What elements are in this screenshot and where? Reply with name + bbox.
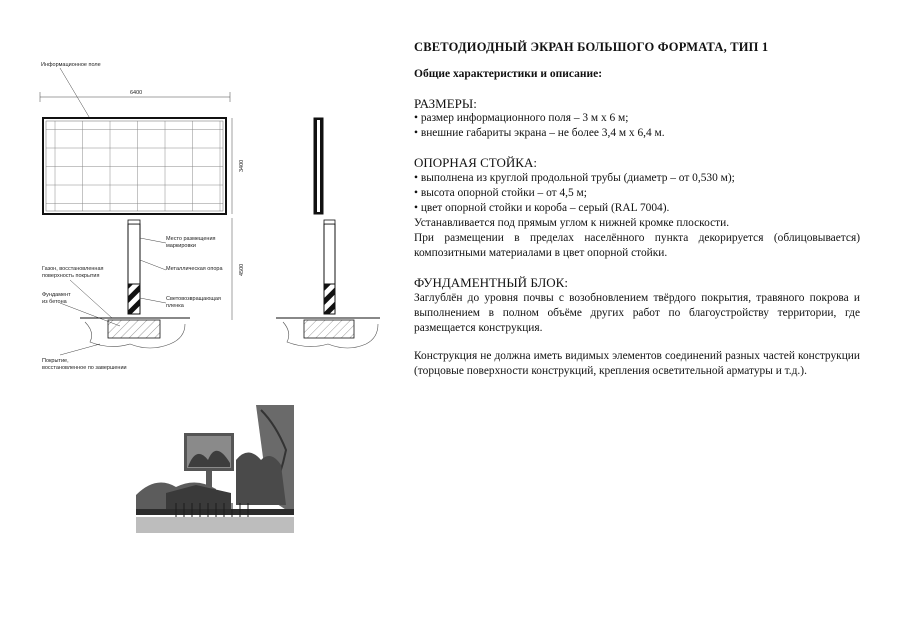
info-field-label: Информационное поле xyxy=(41,62,101,68)
technical-drawing xyxy=(0,0,400,640)
support-heading: ОПОРНАЯ СТОЙКА: xyxy=(414,155,537,170)
width-dimension: 6400 xyxy=(130,90,143,96)
screen-front-view xyxy=(43,118,226,214)
foundation-front xyxy=(80,318,190,348)
support-paragraph: При размещении в пределах населённого пункта декорируется (облицовывается) композитными материалами в цвет опорной стойки. xyxy=(414,232,860,259)
support-paragraph: Устанавливается под прямым углом к нижней кромке плоскости. xyxy=(414,217,730,229)
support-item: • выполнена из круглой продольной трубы (диаметр – от 0,530 м); xyxy=(414,172,735,184)
reflective-label: Световозвращающая пленка xyxy=(166,296,221,309)
foundation-paragraph: Заглублён до уровня почвы с возобновлением твёрдого покрытия, травяного покрова и выполнением в полном объёме других работ по благоустройству территории, где размещается конструкция. xyxy=(414,292,860,334)
billboard-photo xyxy=(136,405,294,533)
screen-side-view xyxy=(276,118,380,348)
constructions-paragraph: Конструкция не должна иметь видимых элементов соединений разных частей конструкции (торцовые поверхности конструкций, крепления осветительной арматуры и т.д.). xyxy=(414,350,860,377)
pole-height-dimension: 4500 xyxy=(239,263,245,276)
metal-support-label: Металлическая опора xyxy=(166,266,223,272)
height-dimension: 3400 xyxy=(239,159,245,172)
sizes-heading: РАЗМЕРЫ: xyxy=(414,96,477,111)
ground-label: Газон, восстановленная поверхность покрытия xyxy=(42,266,104,279)
document-title: СВЕТОДИОДНЫЙ ЭКРАН БОЛЬШОГО ФОРМАТА, ТИП 1 xyxy=(414,40,769,54)
foundation-heading: ФУНДАМЕНТНЫЙ БЛОК: xyxy=(414,275,568,290)
pole-front-view xyxy=(128,220,140,314)
soil-label: Покрытие, восстановленное по завершении xyxy=(42,358,127,371)
support-item: • высота опорной стойки – от 4,5 м; xyxy=(414,187,587,199)
sizes-item: • внешние габариты экрана – не более 3,4 м х 6,4 м. xyxy=(414,127,665,139)
support-item: • цвет опорной стойки и короба – серый (RAL 7004). xyxy=(414,202,670,214)
place-label: Место размещения маркировки xyxy=(166,236,216,249)
sizes-item: • размер информационного поля – 3 м х 6 м; xyxy=(414,112,629,124)
foundation-label: Фундамент из бетона xyxy=(42,292,71,305)
document-subtitle: Общие характеристики и описание: xyxy=(414,68,603,80)
